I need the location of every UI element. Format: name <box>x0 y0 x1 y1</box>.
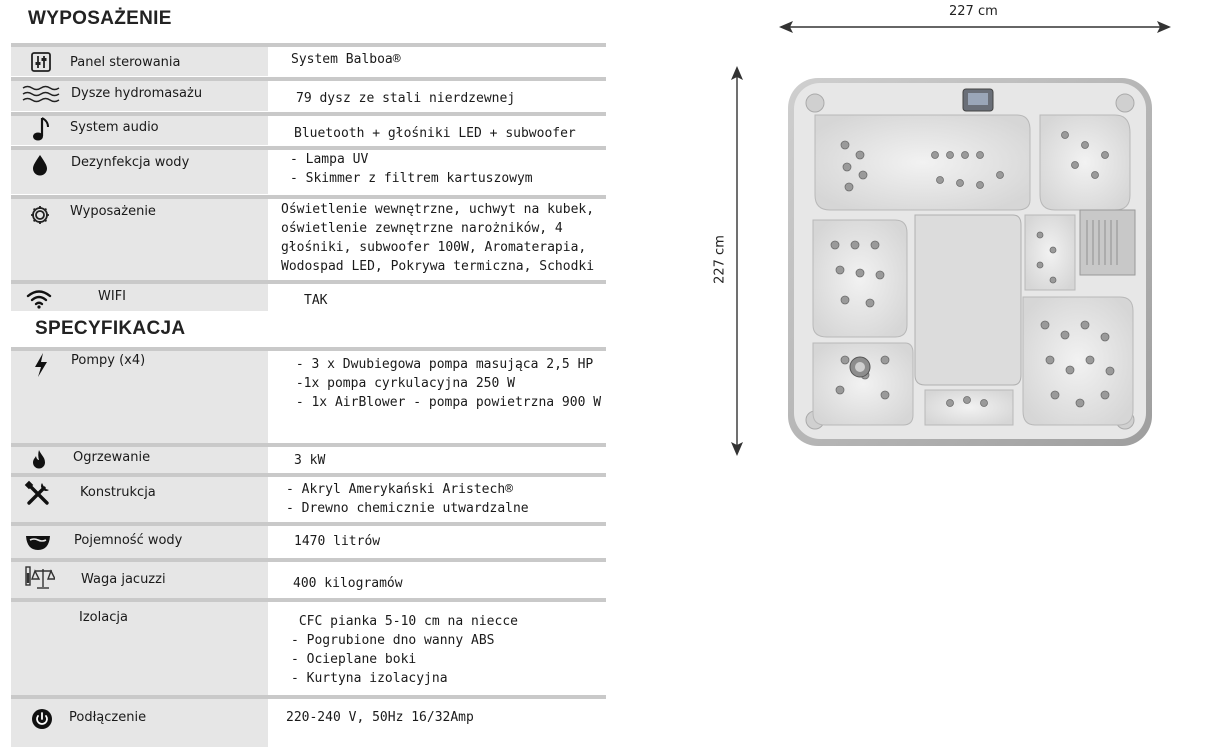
tools-icon <box>23 479 53 509</box>
spec-value: TAK <box>304 293 328 308</box>
scale-icon <box>22 565 56 591</box>
spec-row-jets <box>11 77 606 111</box>
spec-value: - Akryl Amerykański Aristech® - Drewno chemicznie utwardzalne <box>286 482 529 516</box>
spec-label: Ogrzewanie <box>73 450 151 465</box>
power-icon <box>28 706 56 732</box>
spec-row-audio <box>11 112 606 145</box>
spec-label: Dezynfekcja wody <box>71 155 190 170</box>
gear-icon <box>26 202 54 228</box>
water-drop-icon <box>26 152 54 178</box>
spec-value: - 3 x Dwubiegowa pompa masująca 2,5 HP -1x pompa cyrkulacyjna 250 W - 1x AirBlower - pompa powietrzna 900 W <box>295 357 602 410</box>
spec-row-disinfection <box>11 146 606 194</box>
spec-label: System audio <box>70 120 159 135</box>
spec-value: Bluetooth + głośniki LED + subwoofer <box>294 126 576 141</box>
spec-label: Panel sterowania <box>70 55 181 70</box>
bowl-icon <box>23 529 53 555</box>
spec-label: Pojemność wody <box>74 533 183 548</box>
water-waves-icon <box>21 81 61 107</box>
spec-row-connection <box>11 695 606 747</box>
spec-value: - Lampa UV - Skimmer z filtrem kartuszowym <box>290 152 533 186</box>
spec-label: WIFI <box>98 289 126 304</box>
spec-row-heating <box>11 443 606 473</box>
spec-row-control-panel <box>11 43 606 76</box>
spec-label: Waga jacuzzi <box>81 572 166 587</box>
height-dimension-arrow <box>728 63 746 459</box>
height-dimension-label: 227 cm <box>712 235 728 284</box>
spec-row-pumps <box>11 347 606 443</box>
hot-tub-top-view <box>785 75 1155 450</box>
spec-value: 1470 litrów <box>294 534 381 549</box>
spec-label: Dysze hydromasażu <box>71 86 203 101</box>
spec-label: Podłączenie <box>69 710 147 725</box>
spec-label: Pompy (x4) <box>71 353 146 368</box>
flame-icon <box>25 447 53 473</box>
spec-row-wifi <box>11 280 606 311</box>
spec-label: Wyposażenie <box>70 204 156 219</box>
spec-value: 79 dysz ze stali nierdzewnej <box>296 91 516 106</box>
spec-row-capacity <box>11 522 606 558</box>
spec-value: CFC pianka 5-10 cm na niecce - Pogrubione dno wanny ABS - Ocieplane boki - Kurtyna izolacyjna <box>291 614 518 686</box>
spec-row-weight <box>11 558 606 599</box>
wifi-icon <box>25 286 53 312</box>
spec-value: Oświetlenie wewnętrzne, uchwyt na kubek, oświetlenie zewnętrzne narożników, 4 głośniki, subwoofer 100W, Aromaterapia, Wodospad LED, Pokrywa termiczna, Schodki <box>281 202 595 274</box>
spec-row-construction <box>11 473 606 523</box>
spec-section-title: SPECYFIKACJA <box>35 318 186 339</box>
equipment-section-title: WYPOSAŻENIE <box>28 8 172 29</box>
spec-row-insulation <box>11 598 606 696</box>
spec-value: 220-240 V, 50Hz 16/32Amp <box>286 710 474 725</box>
spec-value: 400 kilogramów <box>293 576 403 591</box>
width-dimension-arrow <box>775 18 1175 36</box>
lightning-icon <box>27 352 55 378</box>
music-note-icon <box>27 116 55 142</box>
width-dimension-label: 227 cm <box>949 4 998 19</box>
spec-value: System Balboa® <box>291 52 401 67</box>
control-panel-icon <box>27 49 55 75</box>
spec-label: Izolacja <box>79 610 128 625</box>
spec-row-features <box>11 195 606 281</box>
spec-value: 3 kW <box>294 453 326 468</box>
spec-label: Konstrukcja <box>80 485 156 500</box>
